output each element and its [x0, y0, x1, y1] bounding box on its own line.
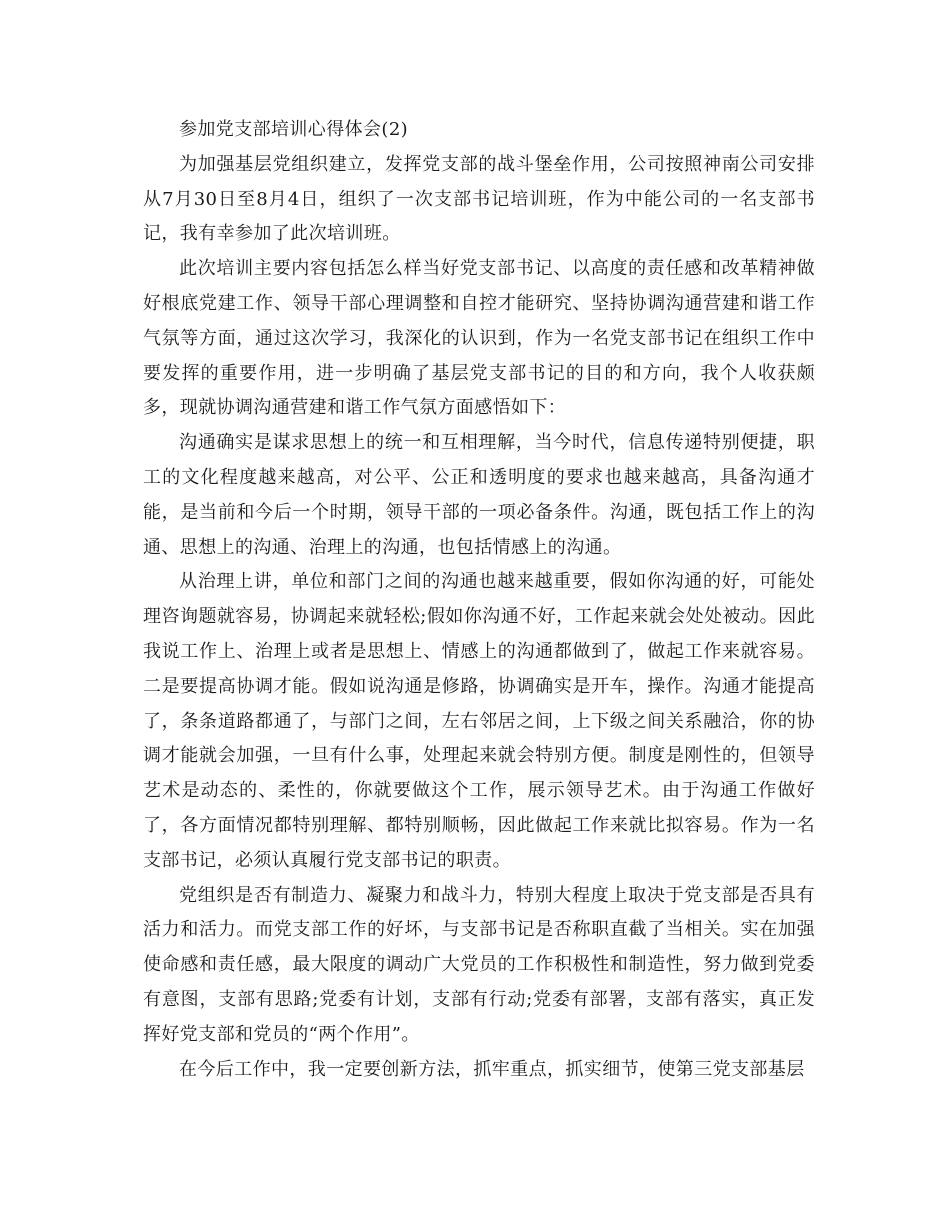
document-title: 参加党支部培训心得体会(2) [179, 119, 409, 140]
paragraph-1: 为加强基层党组织建立，发挥党支部的战斗堡垒作用，公司按照神南公司安排从7月30日至8月4日，组织了一次支部书记培训班，作为中能公司的一名支部书记，我有幸参加了此次培训班。 [143, 153, 815, 245]
paragraph-6: 在今后工作中，我一定要创新方法，抓牢重点，抓实细节，使第三党支部基层 [179, 1058, 805, 1080]
paragraph-5: 党组织是否有制造力、凝聚力和战斗力，特别大程度上取决于党支部是否具有活力和活力。而党支部工作的好坏，与支部书记是否称职直截了当相关。实在加强使命感和责任感，最大限度的调动广大党员的工作积极性和制造性，努力做到党委有意图，支部有思路;党委有计划，支部有行动;党委有部署，支部有落实，真正发挥好党支部和党员的“两个作用”。 [143, 884, 815, 1045]
paragraph-3: 沟通确实是谋求思想上的统一和互相理解，当今时代，信息传递特别便捷，职工的文化程度越来越高，对公平、公正和透明度的要求也越来越高，具备沟通才能，是当前和今后一个时期，领导干部的一项必备条件。沟通，既包括工作上的沟通、思想上的沟通、治理上的沟通，也包括情感上的沟通。 [143, 432, 815, 558]
paragraph-2: 此次培训主要内容包括怎么样当好党支部书记、以高度的责任感和改革精神做好根底党建工作、领导干部心理调整和自控才能研究、坚持协调沟通营建和谐工作气氛等方面，通过这次学习，我深化的认识到，作为一名党支部书记在组织工作中要发挥的重要作用，进一步明确了基层党支部书记的目的和方向，我个人收获颇多，现就协调沟通营建和谐工作气氛方面感悟如下： [143, 258, 815, 419]
document-body [143, 113, 815, 1087]
paragraph-4: 从治理上讲，单位和部门之间的沟通也越来越重要，假如你沟通的好，可能处理咨询题就容易，协调起来就轻松;假如你沟通不好，工作起来就会处处被动。因此我说工作上、治理上或者是思想上、情感上的沟通都做到了，做起工作来就容易。二是要提高协调才能。假如说沟通是修路，协调确实是开车，操作。沟通才能提高了，条条道路都通了，与部门之间，左右邻居之间，上下级之间关系融洽，你的协调才能就会加强，一旦有什么事，处理起来就会特别方便。制度是刚性的，但领导艺术是动态的、柔性的，你就要做这个工作，展示领导艺术。由于沟通工作做好了，各方面情况都特别理解、都特别顺畅，因此做起工作来就比拟容易。作为一名支部书记，必须认真履行党支部书记的职责。 [143, 571, 815, 871]
